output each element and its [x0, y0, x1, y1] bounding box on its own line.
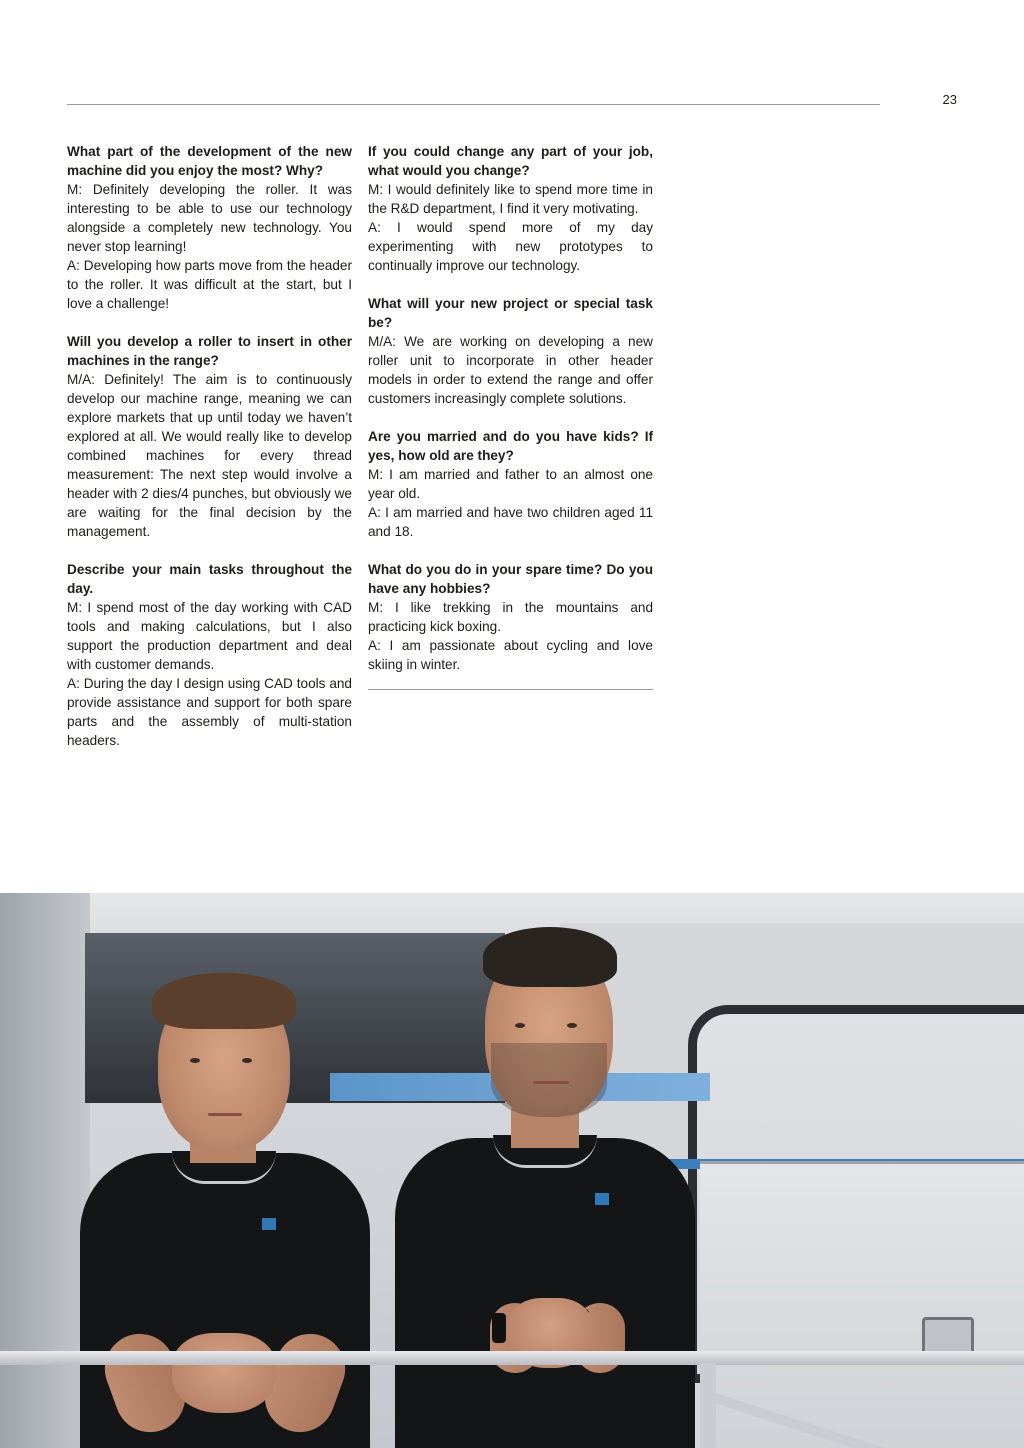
answer: A: I am married and have two children aged 11 and 18. — [368, 505, 653, 539]
question: What will your new project or special task be? — [368, 296, 653, 330]
person-right — [395, 923, 705, 1448]
qa-block — [67, 560, 352, 750]
question: What do you do in your spare time? Do you have any hobbies? — [368, 562, 653, 596]
column-end-rule — [368, 689, 653, 690]
shirt-logo — [262, 1218, 276, 1230]
question: What part of the development of the new machine did you enjoy the most? Why? — [67, 144, 352, 178]
answer: M: I am married and father to an almost one year old. — [368, 467, 653, 501]
answer: M/A: Definitely! The aim is to continuously develop our machine range, meaning we can explore markets that up until today we haven’t explored at all. We would really like to develop combined machines for every thread measurement: The next step would involve a header with 2 dies/4 punches, but obviously we are waiting for the final decision by the management. — [67, 372, 352, 539]
qa-block — [368, 142, 653, 275]
eye — [242, 1058, 252, 1063]
photo-railing — [0, 1351, 1024, 1365]
qa-block — [368, 294, 653, 408]
answer: M: I would definitely like to spend more time in the R&D department, I find it very motivating. — [368, 182, 653, 216]
shirt — [395, 1138, 695, 1448]
question: Describe your main tasks throughout the day. — [67, 562, 352, 596]
qa-block — [67, 332, 352, 541]
eye — [515, 1023, 525, 1028]
photo-door-handle — [922, 1317, 974, 1355]
answer: M/A: We are working on developing a new roller unit to incorporate in other header models in order to extend the range and offer customers increasingly complete solutions. — [368, 334, 653, 406]
answer: M: Definitely developing the roller. It was interesting to be able to use our technology alongside a completely new technology. You never stop learning! — [67, 182, 352, 254]
qa-block — [368, 560, 653, 674]
qa-block — [368, 427, 653, 541]
question: If you could change any part of your job, what would you change? — [368, 144, 653, 178]
clasped-hands — [172, 1333, 276, 1413]
wristwatch — [492, 1313, 506, 1343]
shirt-logo — [595, 1193, 609, 1205]
page-number: 23 — [942, 92, 957, 107]
answer: A: During the day I design using CAD tools and provide assistance and support for both spare parts and the assembly of multi-station headers. — [67, 676, 352, 748]
portrait-photo — [0, 893, 1024, 1448]
answer: A: Developing how parts move from the header to the roller. It was difficult at the start, but I love a challenge! — [67, 258, 352, 311]
answer: A: I am passionate about cycling and love skiing in winter. — [368, 638, 653, 672]
eye — [190, 1058, 200, 1063]
person-left — [80, 963, 380, 1448]
hair — [483, 927, 617, 987]
left-column — [67, 142, 352, 769]
answer: M: I spend most of the day working with CAD tools and making calculations, but I also support the production department and deal with customer demands. — [67, 600, 352, 672]
question: Will you develop a roller to insert in other machines in the range? — [67, 334, 352, 368]
qa-block — [67, 142, 352, 313]
mouth — [533, 1081, 569, 1084]
header-rule — [67, 104, 880, 105]
eye — [567, 1023, 577, 1028]
beard — [491, 1043, 607, 1117]
hair — [152, 973, 296, 1029]
answer: A: I would spend more of my day experimenting with new prototypes to continually improve our technology. — [368, 220, 653, 273]
right-column — [368, 142, 653, 690]
question: Are you married and do you have kids? If yes, how old are they? — [368, 429, 653, 463]
photo-railing-post — [700, 1363, 716, 1448]
answer: M: I like trekking in the mountains and practicing kick boxing. — [368, 600, 653, 634]
mouth — [208, 1113, 242, 1116]
